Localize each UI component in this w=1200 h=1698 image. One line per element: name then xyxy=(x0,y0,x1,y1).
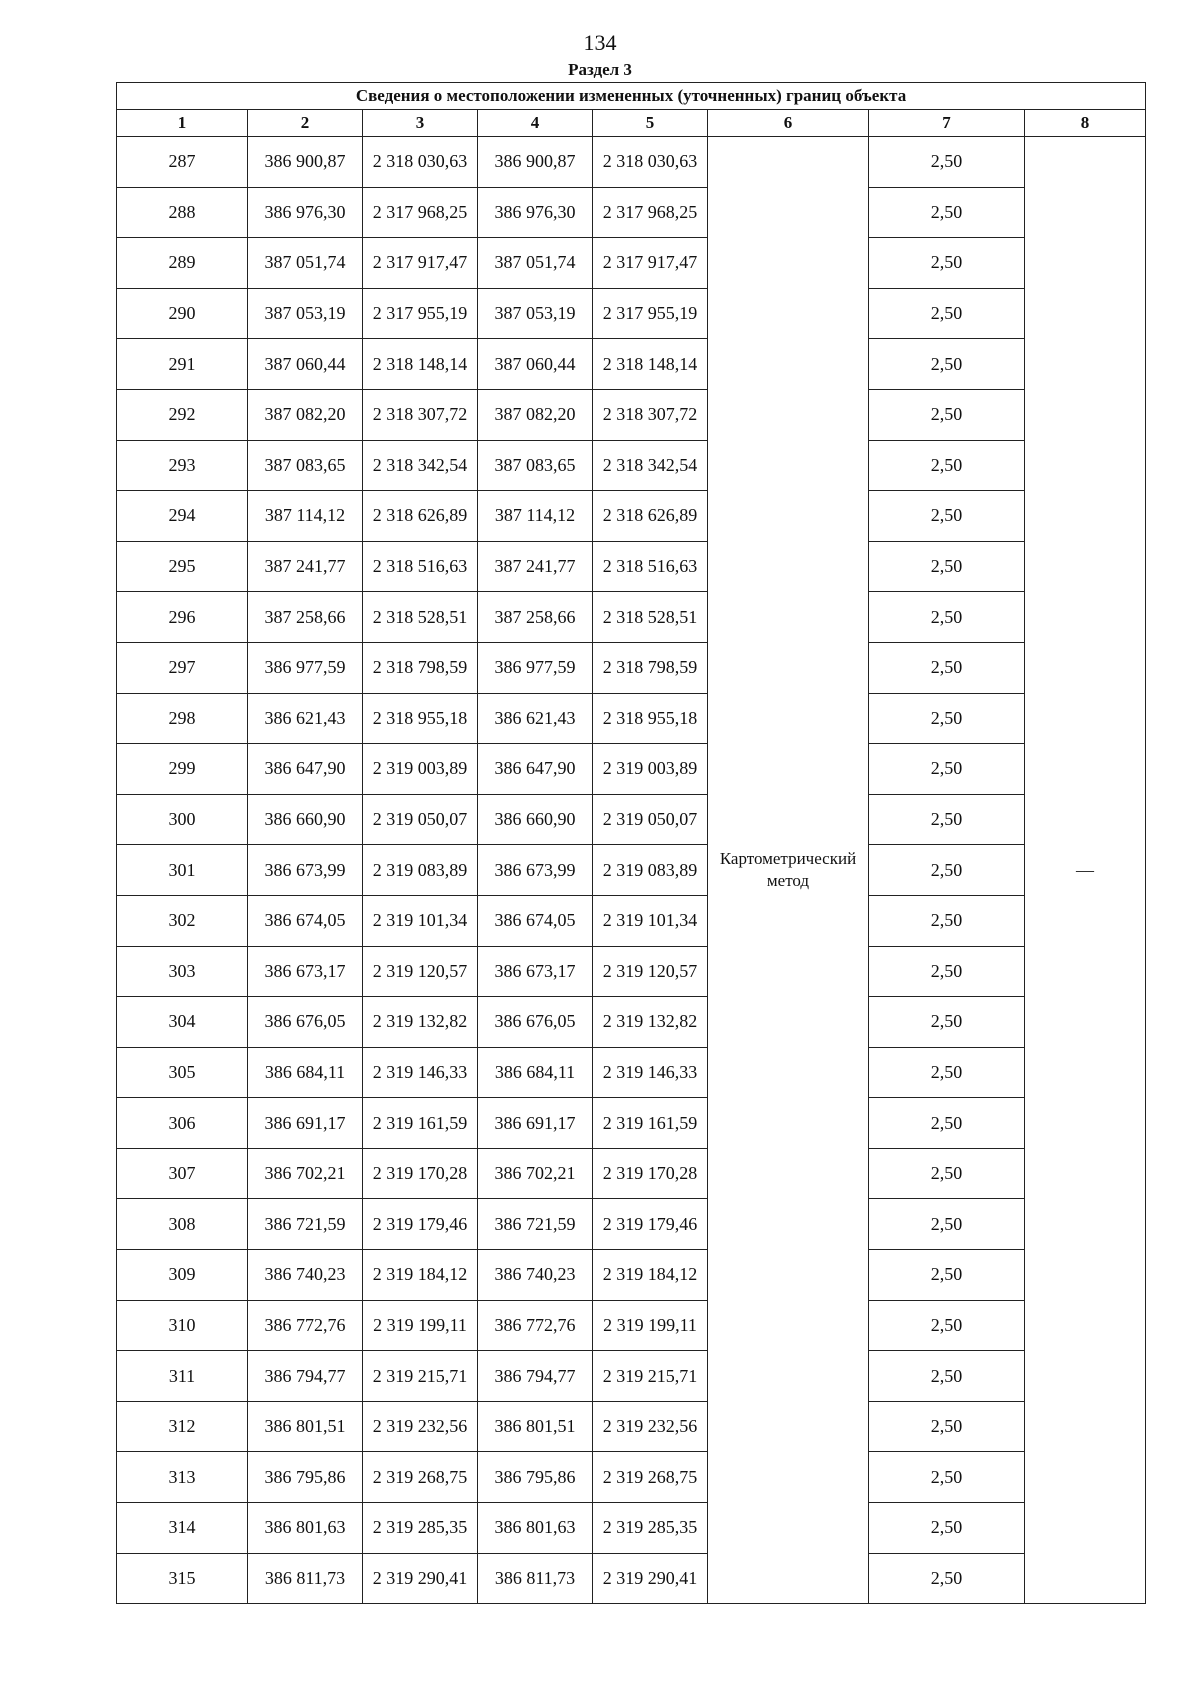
coordinate-cell: 2 318 516,63 xyxy=(593,541,708,592)
point-number-cell: 308 xyxy=(117,1199,248,1250)
coordinate-cell: 386 673,99 xyxy=(248,845,363,896)
table-row xyxy=(117,491,1146,542)
coordinate-cell: 2 318 516,63 xyxy=(363,541,478,592)
accuracy-cell: 2,50 xyxy=(869,693,1025,744)
coordinate-cell: 386 795,86 xyxy=(478,1452,593,1503)
coordinate-cell: 386 811,73 xyxy=(248,1553,363,1604)
coordinate-cell: 2 319 184,12 xyxy=(593,1250,708,1301)
coordinate-cell: 2 318 342,54 xyxy=(363,440,478,491)
coordinate-cell: 2 318 030,63 xyxy=(363,137,478,188)
coordinate-cell: 2 317 968,25 xyxy=(363,187,478,238)
column-header: 2 xyxy=(248,110,363,137)
coordinate-cell: 2 317 955,19 xyxy=(593,288,708,339)
coordinate-cell: 2 319 050,07 xyxy=(363,794,478,845)
coordinate-cell: 386 811,73 xyxy=(478,1553,593,1604)
coordinate-cell: 386 740,23 xyxy=(248,1250,363,1301)
coordinate-cell: 386 721,59 xyxy=(248,1199,363,1250)
accuracy-cell: 2,50 xyxy=(869,238,1025,289)
coordinate-cell: 2 317 917,47 xyxy=(593,238,708,289)
table-row xyxy=(117,693,1146,744)
coordinate-cell: 2 318 798,59 xyxy=(593,642,708,693)
table-row xyxy=(117,187,1146,238)
column-header: 4 xyxy=(478,110,593,137)
coordinate-cell: 387 053,19 xyxy=(248,288,363,339)
table-row xyxy=(117,592,1146,643)
table-row xyxy=(117,794,1146,845)
coordinate-cell: 387 060,44 xyxy=(248,339,363,390)
coordinate-cell: 387 082,20 xyxy=(248,389,363,440)
point-number-cell: 303 xyxy=(117,946,248,997)
column-header: 1 xyxy=(117,110,248,137)
table-row xyxy=(117,1503,1146,1554)
coordinate-cell: 387 083,65 xyxy=(478,440,593,491)
coordinate-cell: 2 318 626,89 xyxy=(363,491,478,542)
coordinate-cell: 386 794,77 xyxy=(248,1351,363,1402)
coordinate-cell: 386 673,17 xyxy=(248,946,363,997)
coordinate-cell: 386 621,43 xyxy=(478,693,593,744)
method-cell: Картометрический метод xyxy=(708,137,869,1604)
coordinate-cell: 387 051,74 xyxy=(248,238,363,289)
section-title: Раздел 3 xyxy=(568,60,632,79)
accuracy-cell: 2,50 xyxy=(869,946,1025,997)
point-number-cell: 314 xyxy=(117,1503,248,1554)
coordinate-cell: 2 319 215,71 xyxy=(363,1351,478,1402)
table-row xyxy=(117,1452,1146,1503)
coordinate-cell: 2 319 132,82 xyxy=(593,997,708,1048)
coordinate-cell: 2 317 917,47 xyxy=(363,238,478,289)
table-row xyxy=(117,1098,1146,1149)
table-row xyxy=(117,440,1146,491)
coordinate-cell: 387 060,44 xyxy=(478,339,593,390)
accuracy-cell: 2,50 xyxy=(869,491,1025,542)
coordinate-cell: 386 647,90 xyxy=(248,744,363,795)
table-row xyxy=(117,541,1146,592)
coordinate-cell: 2 319 101,34 xyxy=(593,895,708,946)
point-number-cell: 295 xyxy=(117,541,248,592)
coordinate-cell: 386 674,05 xyxy=(478,895,593,946)
coordinate-cell: 2 319 290,41 xyxy=(593,1553,708,1604)
coordinate-cell: 386 660,90 xyxy=(478,794,593,845)
coordinate-cell: 2 319 232,56 xyxy=(363,1401,478,1452)
coordinate-cell: 386 900,87 xyxy=(478,137,593,188)
coordinate-cell: 2 319 003,89 xyxy=(363,744,478,795)
accuracy-cell: 2,50 xyxy=(869,1047,1025,1098)
coordinate-cell: 386 772,76 xyxy=(478,1300,593,1351)
coordinate-cell: 386 691,17 xyxy=(248,1098,363,1149)
table-row xyxy=(117,137,1146,188)
accuracy-cell: 2,50 xyxy=(869,1401,1025,1452)
accuracy-cell: 2,50 xyxy=(869,440,1025,491)
point-number-cell: 288 xyxy=(117,187,248,238)
accuracy-cell: 2,50 xyxy=(869,1199,1025,1250)
coordinate-cell: 386 621,43 xyxy=(248,693,363,744)
coordinate-cell: 2 319 215,71 xyxy=(593,1351,708,1402)
column-header: 6 xyxy=(708,110,869,137)
table-row xyxy=(117,642,1146,693)
coordinate-cell: 2 318 342,54 xyxy=(593,440,708,491)
accuracy-cell: 2,50 xyxy=(869,1553,1025,1604)
coordinate-cell: 2 318 148,14 xyxy=(593,339,708,390)
column-header: 5 xyxy=(593,110,708,137)
coordinate-cell: 386 976,30 xyxy=(248,187,363,238)
table-row xyxy=(117,1553,1146,1604)
column8-cell: — xyxy=(1025,137,1146,1604)
point-number-cell: 293 xyxy=(117,440,248,491)
coordinate-cell: 387 114,12 xyxy=(248,491,363,542)
accuracy-cell: 2,50 xyxy=(869,1351,1025,1402)
point-number-cell: 292 xyxy=(117,389,248,440)
coordinate-cell: 386 801,63 xyxy=(248,1503,363,1554)
accuracy-cell: 2,50 xyxy=(869,895,1025,946)
coordinate-cell: 2 319 120,57 xyxy=(363,946,478,997)
point-number-cell: 309 xyxy=(117,1250,248,1301)
table-row xyxy=(117,238,1146,289)
coordinate-cell: 2 319 170,28 xyxy=(593,1148,708,1199)
coordinate-cell: 386 801,51 xyxy=(478,1401,593,1452)
accuracy-cell: 2,50 xyxy=(869,997,1025,1048)
coordinate-cell: 386 660,90 xyxy=(248,794,363,845)
accuracy-cell: 2,50 xyxy=(869,1148,1025,1199)
coordinate-cell: 2 319 268,75 xyxy=(363,1452,478,1503)
accuracy-cell: 2,50 xyxy=(869,744,1025,795)
coordinate-cell: 386 673,99 xyxy=(478,845,593,896)
coordinate-cell: 386 674,05 xyxy=(248,895,363,946)
point-number-cell: 305 xyxy=(117,1047,248,1098)
coordinate-cell: 2 319 199,11 xyxy=(363,1300,478,1351)
coordinate-cell: 387 053,19 xyxy=(478,288,593,339)
coordinate-cell: 2 318 307,72 xyxy=(593,389,708,440)
coordinate-cell: 386 684,11 xyxy=(478,1047,593,1098)
coordinate-cell: 2 318 528,51 xyxy=(593,592,708,643)
point-number-cell: 313 xyxy=(117,1452,248,1503)
point-number-cell: 304 xyxy=(117,997,248,1048)
coordinate-cell: 2 317 955,19 xyxy=(363,288,478,339)
column-header: 3 xyxy=(363,110,478,137)
table-row xyxy=(117,1047,1146,1098)
coordinate-cell: 2 319 101,34 xyxy=(363,895,478,946)
coordinate-cell: 2 318 528,51 xyxy=(363,592,478,643)
coordinate-cell: 2 319 285,35 xyxy=(363,1503,478,1554)
point-number-cell: 287 xyxy=(117,137,248,188)
accuracy-cell: 2,50 xyxy=(869,794,1025,845)
table-row xyxy=(117,946,1146,997)
coordinate-cell: 387 258,66 xyxy=(478,592,593,643)
coordinate-cell: 2 319 161,59 xyxy=(593,1098,708,1149)
coordinate-cell: 2 319 199,11 xyxy=(593,1300,708,1351)
point-number-cell: 300 xyxy=(117,794,248,845)
page-number: 134 xyxy=(583,30,617,55)
accuracy-cell: 2,50 xyxy=(869,137,1025,188)
coordinate-cell: 386 702,21 xyxy=(478,1148,593,1199)
accuracy-cell: 2,50 xyxy=(869,1452,1025,1503)
point-number-cell: 302 xyxy=(117,895,248,946)
coordinate-cell: 2 318 148,14 xyxy=(363,339,478,390)
coordinate-cell: 387 241,77 xyxy=(248,541,363,592)
coordinate-cell: 387 114,12 xyxy=(478,491,593,542)
table-row xyxy=(117,1300,1146,1351)
coordinate-cell: 387 082,20 xyxy=(478,389,593,440)
coordinate-cell: 387 241,77 xyxy=(478,541,593,592)
accuracy-cell: 2,50 xyxy=(869,845,1025,896)
accuracy-cell: 2,50 xyxy=(869,389,1025,440)
coordinate-cell: 2 319 003,89 xyxy=(593,744,708,795)
coordinate-cell: 386 740,23 xyxy=(478,1250,593,1301)
coordinate-cell: 2 319 120,57 xyxy=(593,946,708,997)
point-number-cell: 289 xyxy=(117,238,248,289)
coordinate-cell: 2 319 146,33 xyxy=(363,1047,478,1098)
table-body xyxy=(117,137,1146,1604)
table-row xyxy=(117,1250,1146,1301)
coordinate-cell: 386 801,63 xyxy=(478,1503,593,1554)
accuracy-cell: 2,50 xyxy=(869,1250,1025,1301)
coordinate-cell: 2 319 083,89 xyxy=(363,845,478,896)
table-row xyxy=(117,288,1146,339)
coordinate-cell: 386 977,59 xyxy=(248,642,363,693)
coordinate-cell: 386 684,11 xyxy=(248,1047,363,1098)
point-number-cell: 311 xyxy=(117,1351,248,1402)
table-row xyxy=(117,895,1146,946)
coordinate-cell: 2 319 179,46 xyxy=(363,1199,478,1250)
coordinate-cell: 2 319 083,89 xyxy=(593,845,708,896)
accuracy-cell: 2,50 xyxy=(869,592,1025,643)
coordinate-cell: 2 318 030,63 xyxy=(593,137,708,188)
accuracy-cell: 2,50 xyxy=(869,339,1025,390)
coordinates-table xyxy=(116,82,1146,1604)
accuracy-cell: 2,50 xyxy=(869,187,1025,238)
column-header: 7 xyxy=(869,110,1025,137)
point-number-cell: 301 xyxy=(117,845,248,896)
point-number-cell: 294 xyxy=(117,491,248,542)
coordinate-cell: 2 319 161,59 xyxy=(363,1098,478,1149)
coordinate-cell: 2 319 146,33 xyxy=(593,1047,708,1098)
point-number-cell: 296 xyxy=(117,592,248,643)
point-number-cell: 290 xyxy=(117,288,248,339)
coordinate-cell: 2 319 285,35 xyxy=(593,1503,708,1554)
table-row xyxy=(117,1351,1146,1402)
coordinate-cell: 2 319 050,07 xyxy=(593,794,708,845)
point-number-cell: 306 xyxy=(117,1098,248,1149)
column-header-row xyxy=(117,110,1146,137)
coordinate-cell: 386 976,30 xyxy=(478,187,593,238)
point-number-cell: 299 xyxy=(117,744,248,795)
point-number-cell: 312 xyxy=(117,1401,248,1452)
table-row xyxy=(117,997,1146,1048)
coordinate-cell: 386 721,59 xyxy=(478,1199,593,1250)
point-number-cell: 315 xyxy=(117,1553,248,1604)
accuracy-cell: 2,50 xyxy=(869,288,1025,339)
accuracy-cell: 2,50 xyxy=(869,541,1025,592)
table-row xyxy=(117,845,1146,896)
coordinate-cell: 386 676,05 xyxy=(248,997,363,1048)
coordinate-cell: 2 319 184,12 xyxy=(363,1250,478,1301)
table-row xyxy=(117,1199,1146,1250)
table-row xyxy=(117,1148,1146,1199)
coordinate-cell: 2 317 968,25 xyxy=(593,187,708,238)
accuracy-cell: 2,50 xyxy=(869,1098,1025,1149)
coordinate-cell: 2 318 307,72 xyxy=(363,389,478,440)
coordinate-cell: 387 051,74 xyxy=(478,238,593,289)
coordinate-cell: 386 801,51 xyxy=(248,1401,363,1452)
point-number-cell: 298 xyxy=(117,693,248,744)
table-row xyxy=(117,339,1146,390)
coordinate-cell: 2 319 132,82 xyxy=(363,997,478,1048)
point-number-cell: 297 xyxy=(117,642,248,693)
table-caption: Сведения о местоположении измененных (уточненных) границ объекта xyxy=(117,83,1146,110)
point-number-cell: 310 xyxy=(117,1300,248,1351)
coordinate-cell: 2 319 179,46 xyxy=(593,1199,708,1250)
coordinate-cell: 386 772,76 xyxy=(248,1300,363,1351)
coordinate-cell: 2 318 626,89 xyxy=(593,491,708,542)
coordinate-cell: 386 977,59 xyxy=(478,642,593,693)
table-row xyxy=(117,744,1146,795)
accuracy-cell: 2,50 xyxy=(869,1503,1025,1554)
point-number-cell: 291 xyxy=(117,339,248,390)
coordinate-cell: 2 318 955,18 xyxy=(363,693,478,744)
coordinate-cell: 2 318 798,59 xyxy=(363,642,478,693)
column-header: 8 xyxy=(1025,110,1146,137)
point-number-cell: 307 xyxy=(117,1148,248,1199)
accuracy-cell: 2,50 xyxy=(869,1300,1025,1351)
coordinate-cell: 386 795,86 xyxy=(248,1452,363,1503)
coordinate-cell: 386 794,77 xyxy=(478,1351,593,1402)
coordinate-cell: 386 691,17 xyxy=(478,1098,593,1149)
coordinate-cell: 386 676,05 xyxy=(478,997,593,1048)
coordinate-cell: 387 083,65 xyxy=(248,440,363,491)
coordinate-cell: 387 258,66 xyxy=(248,592,363,643)
coordinate-cell: 2 319 268,75 xyxy=(593,1452,708,1503)
coordinate-cell: 386 900,87 xyxy=(248,137,363,188)
coordinate-cell: 2 319 232,56 xyxy=(593,1401,708,1452)
table-row xyxy=(117,389,1146,440)
coordinate-cell: 386 702,21 xyxy=(248,1148,363,1199)
coordinate-cell: 386 647,90 xyxy=(478,744,593,795)
coordinate-cell: 2 319 170,28 xyxy=(363,1148,478,1199)
accuracy-cell: 2,50 xyxy=(869,642,1025,693)
coordinate-cell: 386 673,17 xyxy=(478,946,593,997)
coordinate-cell: 2 319 290,41 xyxy=(363,1553,478,1604)
table-row xyxy=(117,1401,1146,1452)
coordinate-cell: 2 318 955,18 xyxy=(593,693,708,744)
